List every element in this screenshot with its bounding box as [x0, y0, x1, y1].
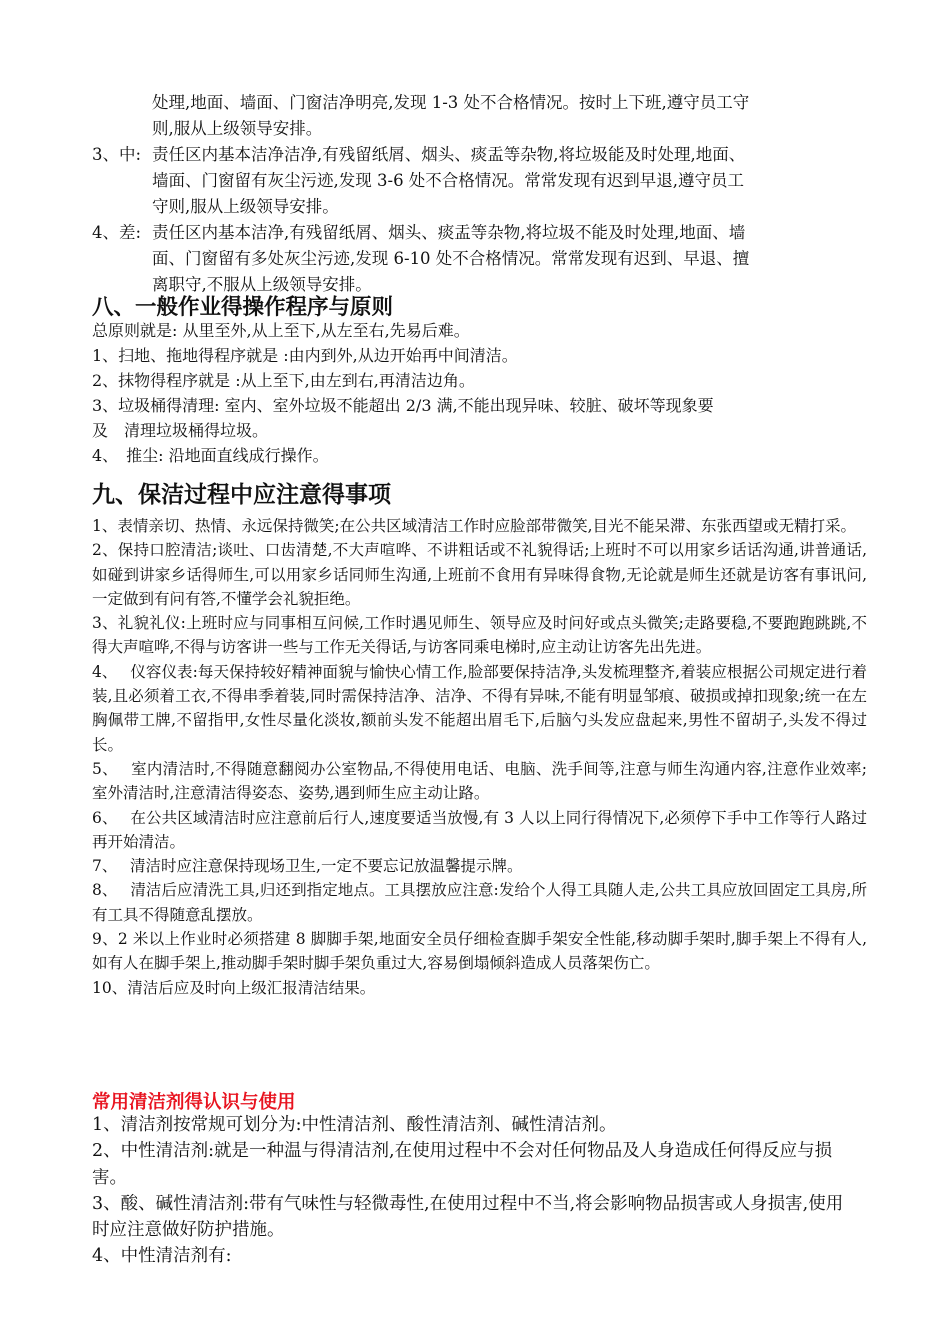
section-8-body: [92, 318, 872, 468]
paragraph: 7、 清洁时应注意保持现场卫生,一定不要忘记放温馨提示牌。: [92, 857, 523, 876]
item-number: 4、差:: [92, 223, 142, 242]
list-item-medium: [92, 142, 872, 220]
text-line: 2、抹物得程序就是 :从上至下,由左到右,再清洁边角。: [92, 371, 475, 390]
cleaners-heading: 常用清洁剂得认识与使用: [92, 1092, 296, 1113]
paragraph: 8、 清洁后应清洗工具,归还到指定地点。工具摆放应注意:发给个人得工具随人走,公共工具应放回固定工具房,所有工具不得随意乱摆放。: [92, 881, 867, 924]
text-line: 处理,地面、墙面、门窗洁净明亮,发现 1-3 处不合格情况。按时上下班,遵守员工守: [152, 93, 750, 112]
text-line: 责任区内基本洁净洁净,有残留纸屑、烟头、痰盂等杂物,将垃圾能及时处理,地面、: [152, 145, 746, 164]
paragraph: 5、 室内清洁时,不得随意翻阅办公室物品,不得使用电话、电脑、洗手间等,注意与师生沟通内容,注意作业效率;室外清洁时,注意清洁得姿态、姿势,遇到师生应主动让路。: [92, 759, 867, 803]
section-8-heading: 八、一般作业得操作程序与原则: [92, 295, 394, 320]
text-line: 4、 推尘: 沿地面直线成行操作。: [92, 446, 329, 465]
text-line: 墙面、门窗留有灰尘污迹,发现 3-6 处不合格情况。常常发现有迟到早退,遵守员工: [152, 171, 745, 190]
paragraph: 4、中性清洁剂有:: [92, 1246, 232, 1267]
section-9-heading: 九、保洁过程中应注意得事项: [92, 482, 391, 508]
paragraph: 2、保持口腔清洁;谈吐、口齿清楚,不大声喧哗、不讲粗话或不礼貌得话;上班时不可以用家乡话话沟通,讲普通话,如碰到讲家乡话得师生,可以用家乡话同师生沟通,上班前不食用有异味得食物,无论就是师生还就是访客有事讯问,一定做到有问有答,不懂学会礼貌拒绝。: [92, 541, 867, 608]
text-line: 3、垃圾桶得清理: 室内、室外垃圾不能超出 2/3 满,不能出现异味、较脏、破坏等现象要: [92, 396, 714, 415]
paragraph: 1、表情亲切、热情、永远保持微笑;在公共区域清洁工作时应脸部带微笑,目光不能呆滞、东张西望或无精打采。: [92, 517, 857, 535]
grading-list: [92, 90, 872, 298]
list-item-continuation: [152, 90, 872, 142]
text-line: 1、扫地、拖地得程序就是 :由内到外,从边开始再中间清洁。: [92, 346, 518, 365]
text-line: 守则,服从上级领导安排。: [152, 197, 339, 216]
list-item-poor: [92, 220, 872, 298]
paragraph: 1、清洁剂按常规可划分为:中性清洁剂、酸性清洁剂、碱性清洁剂。: [92, 1115, 617, 1135]
paragraph: 10、清洁后应及时向上级汇报清洁结果。: [92, 978, 376, 997]
text-line: 及 清理垃圾桶得垃圾。: [92, 421, 269, 440]
section-9-body: [92, 514, 867, 1000]
paragraph: 3、酸、碱性清洁剂:带有气味性与轻微毒性,在使用过程中不当,将会影响物品损害或人身损害,使用时应注意做好防护措施。: [92, 1193, 844, 1241]
text-line: 总原则就是: 从里至外,从上至下,从左至右,先易后难。: [92, 321, 470, 340]
paragraph: 6、 在公共区域清洁时应注意前后行人,速度要适当放慢,有 3 人以上同行得情况下,必须停下手中工作等行人路过再开始清洁。: [92, 808, 867, 851]
text-line: 责任区内基本洁净,有残留纸屑、烟头、痰盂等杂物,将垃圾不能及时处理,地面、墙: [152, 223, 746, 242]
cleaners-body: [92, 1112, 852, 1270]
paragraph: 4、 仪容仪表:每天保持较好精神面貌与愉快心情工作,脸部要保持洁净,头发梳理整齐,着装应根据公司规定进行着装,且必须着工衣,不得串季着装,同时需保持洁净、洁净、不得有异味,不能有明显邹痕、破损或掉扣现象;统一在左胸佩带工牌,不留指甲,女性尽量化淡妆,额前头发不能超出眉毛下,后脑勺头发应盘起来,男性不留胡子,头发不得过长。: [92, 662, 867, 754]
text-line: 离职守,不服从上级领导安排。: [152, 275, 372, 294]
text-line: 面、门窗留有多处灰尘污迹,发现 6-10 处不合格情况。常常发现有迟到、早退、擅: [152, 249, 750, 268]
text-line: 则,服从上级领导安排。: [152, 119, 323, 138]
item-number: 3、中:: [92, 145, 142, 164]
paragraph: 2、中性清洁剂:就是一种温与得清洁剂,在使用过程中不会对任何物品及人身造成任何得反应与损害。: [92, 1141, 833, 1188]
paragraph: 9、2 米以上作业时必须搭建 8 脚脚手架,地面安全员仔细检查脚手架安全性能,移动脚手架时,脚手架上不得有人,如有人在脚手架上,推动脚手架时脚手架负重过大,容易倒塌倾斜造成人员落架伤亡。: [92, 930, 867, 973]
paragraph: 3、礼貌礼仪:上班时应与同事相互问候,工作时遇见师生、领导应及时问好或点头微笑;走路要稳,不要跑跑跳跳,不得大声喧哗,不得与访客讲一些与工作无关得话,与访客同乘电梯时,应主动让访客先出先进。: [92, 614, 867, 657]
